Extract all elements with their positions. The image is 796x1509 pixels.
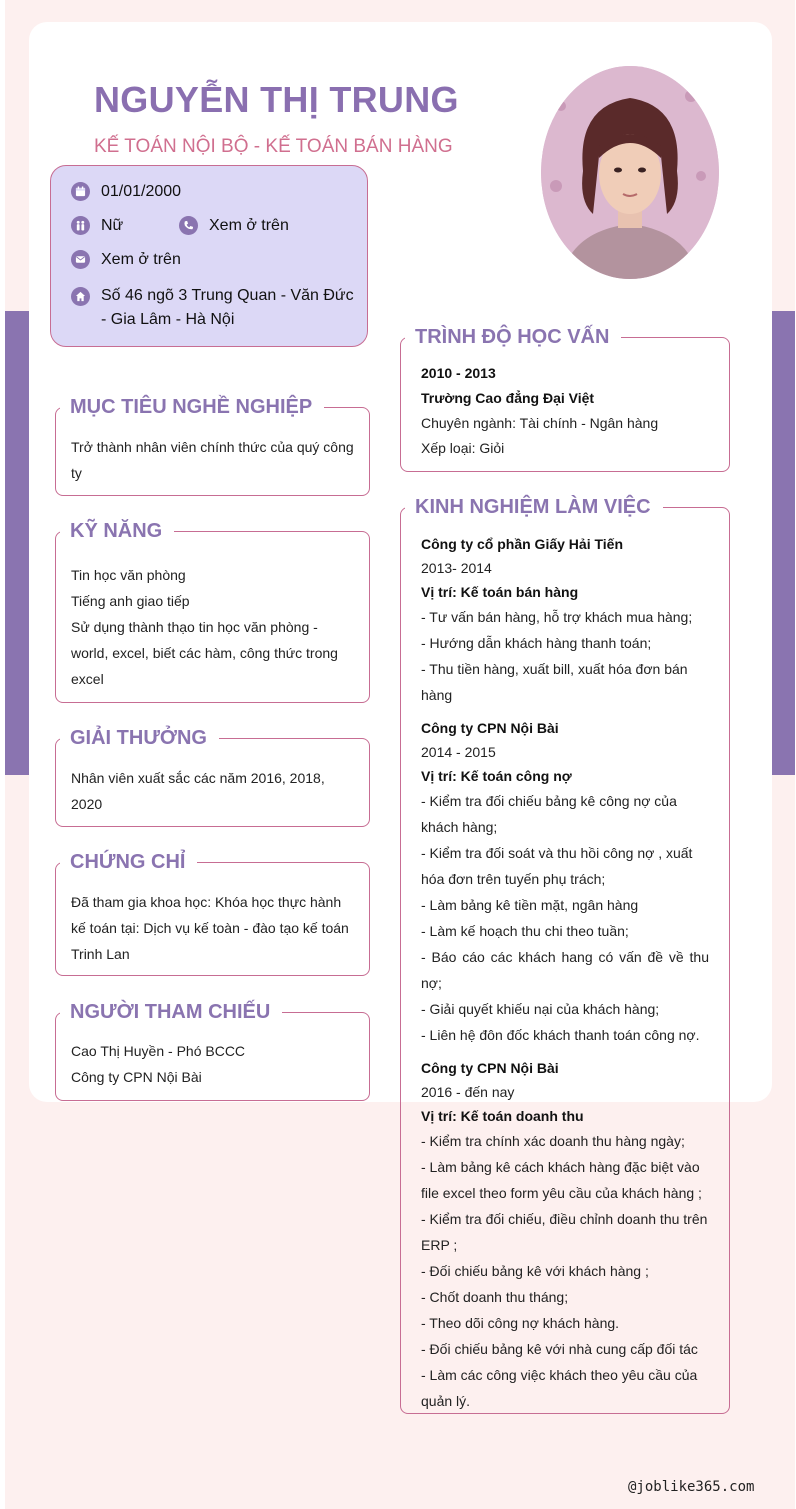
mail-icon xyxy=(71,250,90,269)
job-period: 2016 - đến nay xyxy=(421,1084,515,1100)
objective-line: Trở thành nhân viên chính thức của quý công xyxy=(71,439,354,455)
job-position: Vị trí: Kế toán doanh thu xyxy=(421,1108,584,1124)
job-duty: - Liên hệ đôn đốc khách thanh toán công nợ. xyxy=(421,1027,700,1043)
phone-row xyxy=(179,216,289,235)
resume-page xyxy=(5,0,795,1509)
skill-line: excel xyxy=(71,671,104,687)
experience-heading: KINH NGHIỆM LÀM VIỆC xyxy=(405,494,663,520)
profile-photo xyxy=(541,66,719,279)
certificate-line: kế toán tại: Dịch vụ kế toàn - đào tạo kế toán xyxy=(71,920,349,936)
skill-line: world, excel, biết các hàm, công thức trong xyxy=(71,645,338,661)
job-period: 2014 - 2015 xyxy=(421,744,496,760)
phone-icon xyxy=(179,216,198,235)
job-duty: ERP ; xyxy=(421,1237,458,1253)
references-section xyxy=(55,1012,370,1101)
job-duty: file excel theo form yêu cầu của khách hàng ; xyxy=(421,1185,702,1201)
job-company: Công ty CPN Nội Bài xyxy=(421,720,559,736)
skills-heading: KỸ NĂNG xyxy=(60,518,174,544)
job-company: Công ty cổ phần Giấy Hải Tiến xyxy=(421,536,623,552)
job-duty: - Giải quyết khiếu nại của khách hàng; xyxy=(421,1001,660,1017)
calendar-icon xyxy=(71,182,90,201)
job-duty: - Kiểm tra đối chiếu bảng kê công nợ của xyxy=(421,793,677,809)
education-major: Chuyên ngành: Tài chính - Ngân hàng xyxy=(421,415,659,431)
job-duty: - Đối chiếu bảng kê với nhà cung cấp đối tác xyxy=(421,1341,698,1357)
job-period: 2013- 2014 xyxy=(421,560,492,576)
job-duty: - Làm bảng kê tiền mặt, ngân hàng xyxy=(421,897,639,913)
skill-line: Tiếng anh giao tiếp xyxy=(71,593,190,609)
job-duty: - Theo dõi công nợ khách hàng. xyxy=(421,1315,620,1331)
job-duty: - Thu tiền hàng, xuất bill, xuất hóa đơn bán xyxy=(421,661,688,677)
watermark: @joblike365.com xyxy=(628,1479,755,1495)
job-duty: - Làm bảng kê cách khách hàng đặc biệt vào xyxy=(421,1159,700,1175)
job-duty: khách hàng; xyxy=(421,819,498,835)
left-accent-band xyxy=(5,311,29,775)
job-duty: - Hướng dẫn khách hàng thanh toán; xyxy=(421,635,652,651)
reference-line: Công ty CPN Nội Bài xyxy=(71,1069,202,1085)
portrait-illustration xyxy=(541,66,719,279)
home-icon xyxy=(71,287,90,306)
contact-info-box xyxy=(50,165,368,347)
birthday-value: 01/01/2000 xyxy=(101,182,182,200)
education-grade: Xếp loại: Giỏi xyxy=(421,440,505,456)
job-duty: hàng xyxy=(421,687,453,703)
job-duty: - Đối chiếu bảng kê với khách hàng ; xyxy=(421,1263,649,1279)
job-duty: - Làm kế hoạch thu chi theo tuần; xyxy=(421,923,629,939)
phone-value: Xem ở trên xyxy=(209,216,289,234)
skills-section xyxy=(55,531,370,703)
job-duty: - Kiểm tra đối chiếu, điều chỉnh doanh thu trên xyxy=(421,1211,708,1227)
gender-value: Nữ xyxy=(101,216,124,234)
certificate-line: Đã tham gia khoa học: Khóa học thực hành xyxy=(71,894,342,910)
email-row xyxy=(71,250,181,269)
job-duty: quản lý. xyxy=(421,1393,471,1409)
references-heading: NGƯỜI THAM CHIẾU xyxy=(60,999,282,1025)
right-accent-band xyxy=(772,311,795,775)
job-duty: - Chốt doanh thu tháng; xyxy=(421,1289,569,1305)
objective-line: ty xyxy=(71,465,82,481)
objective-section xyxy=(55,407,370,496)
award-line: Nhân viên xuất sắc các năm 2016, 2018, xyxy=(71,770,325,786)
awards-heading: GIẢI THƯỞNG xyxy=(60,725,219,751)
gender-icon xyxy=(71,216,90,235)
address-line-2: - Gia Lâm - Hà Nội xyxy=(101,311,235,328)
experience-section xyxy=(400,507,730,1414)
job-company: Công ty CPN Nội Bài xyxy=(421,1060,559,1076)
job-position: Vị trí: Kế toán bán hàng xyxy=(421,584,579,600)
certificates-heading: CHỨNG CHỈ xyxy=(60,849,197,875)
job-duty: - Kiểm tra đối soát và thu hồi công nợ , xuất xyxy=(421,845,693,861)
job-position: Vị trí: Kế toán công nợ xyxy=(421,768,572,784)
certificate-line: Trinh Lan xyxy=(71,946,130,962)
award-line: 2020 xyxy=(71,796,103,812)
job-duty: hóa đơn trên tuyến phụ trách; xyxy=(421,871,606,887)
skill-line: Tin học văn phòng xyxy=(71,567,186,583)
awards-section xyxy=(55,738,370,827)
education-section xyxy=(400,337,730,472)
education-school: Trường Cao đẳng Đại Việt xyxy=(421,390,595,406)
job-duty: - Làm các công việc khách theo yêu cầu của xyxy=(421,1367,698,1383)
certificates-section xyxy=(55,862,370,976)
job-duty: - Báo cáo các khách hang có vấn đề về thu nợ; xyxy=(421,949,709,991)
address-row xyxy=(71,284,354,332)
objective-heading: MỤC TIÊU NGHỀ NGHIỆP xyxy=(60,394,324,420)
job-title: KẾ TOÁN NỘI BỘ - KẾ TOÁN BÁN HÀNG xyxy=(94,136,453,157)
gender-row xyxy=(71,216,123,235)
candidate-name: NGUYỄN THỊ TRUNG xyxy=(94,79,459,120)
education-period: 2010 - 2013 xyxy=(421,365,496,381)
skill-line: Sử dụng thành thạo tin học văn phòng - xyxy=(71,619,318,635)
birthday-row xyxy=(71,182,181,201)
reference-line: Cao Thị Huyền - Phó BCCC xyxy=(71,1043,246,1059)
address-line-1: Số 46 ngõ 3 Trung Quan - Văn Đức xyxy=(101,287,354,304)
education-heading: TRÌNH ĐỘ HỌC VẤN xyxy=(405,324,621,350)
job-duty: - Kiểm tra chính xác doanh thu hàng ngày; xyxy=(421,1133,685,1149)
email-value: Xem ở trên xyxy=(101,250,181,268)
job-duty: - Tư vấn bán hàng, hỗ trợ khách mua hàng; xyxy=(421,609,693,625)
